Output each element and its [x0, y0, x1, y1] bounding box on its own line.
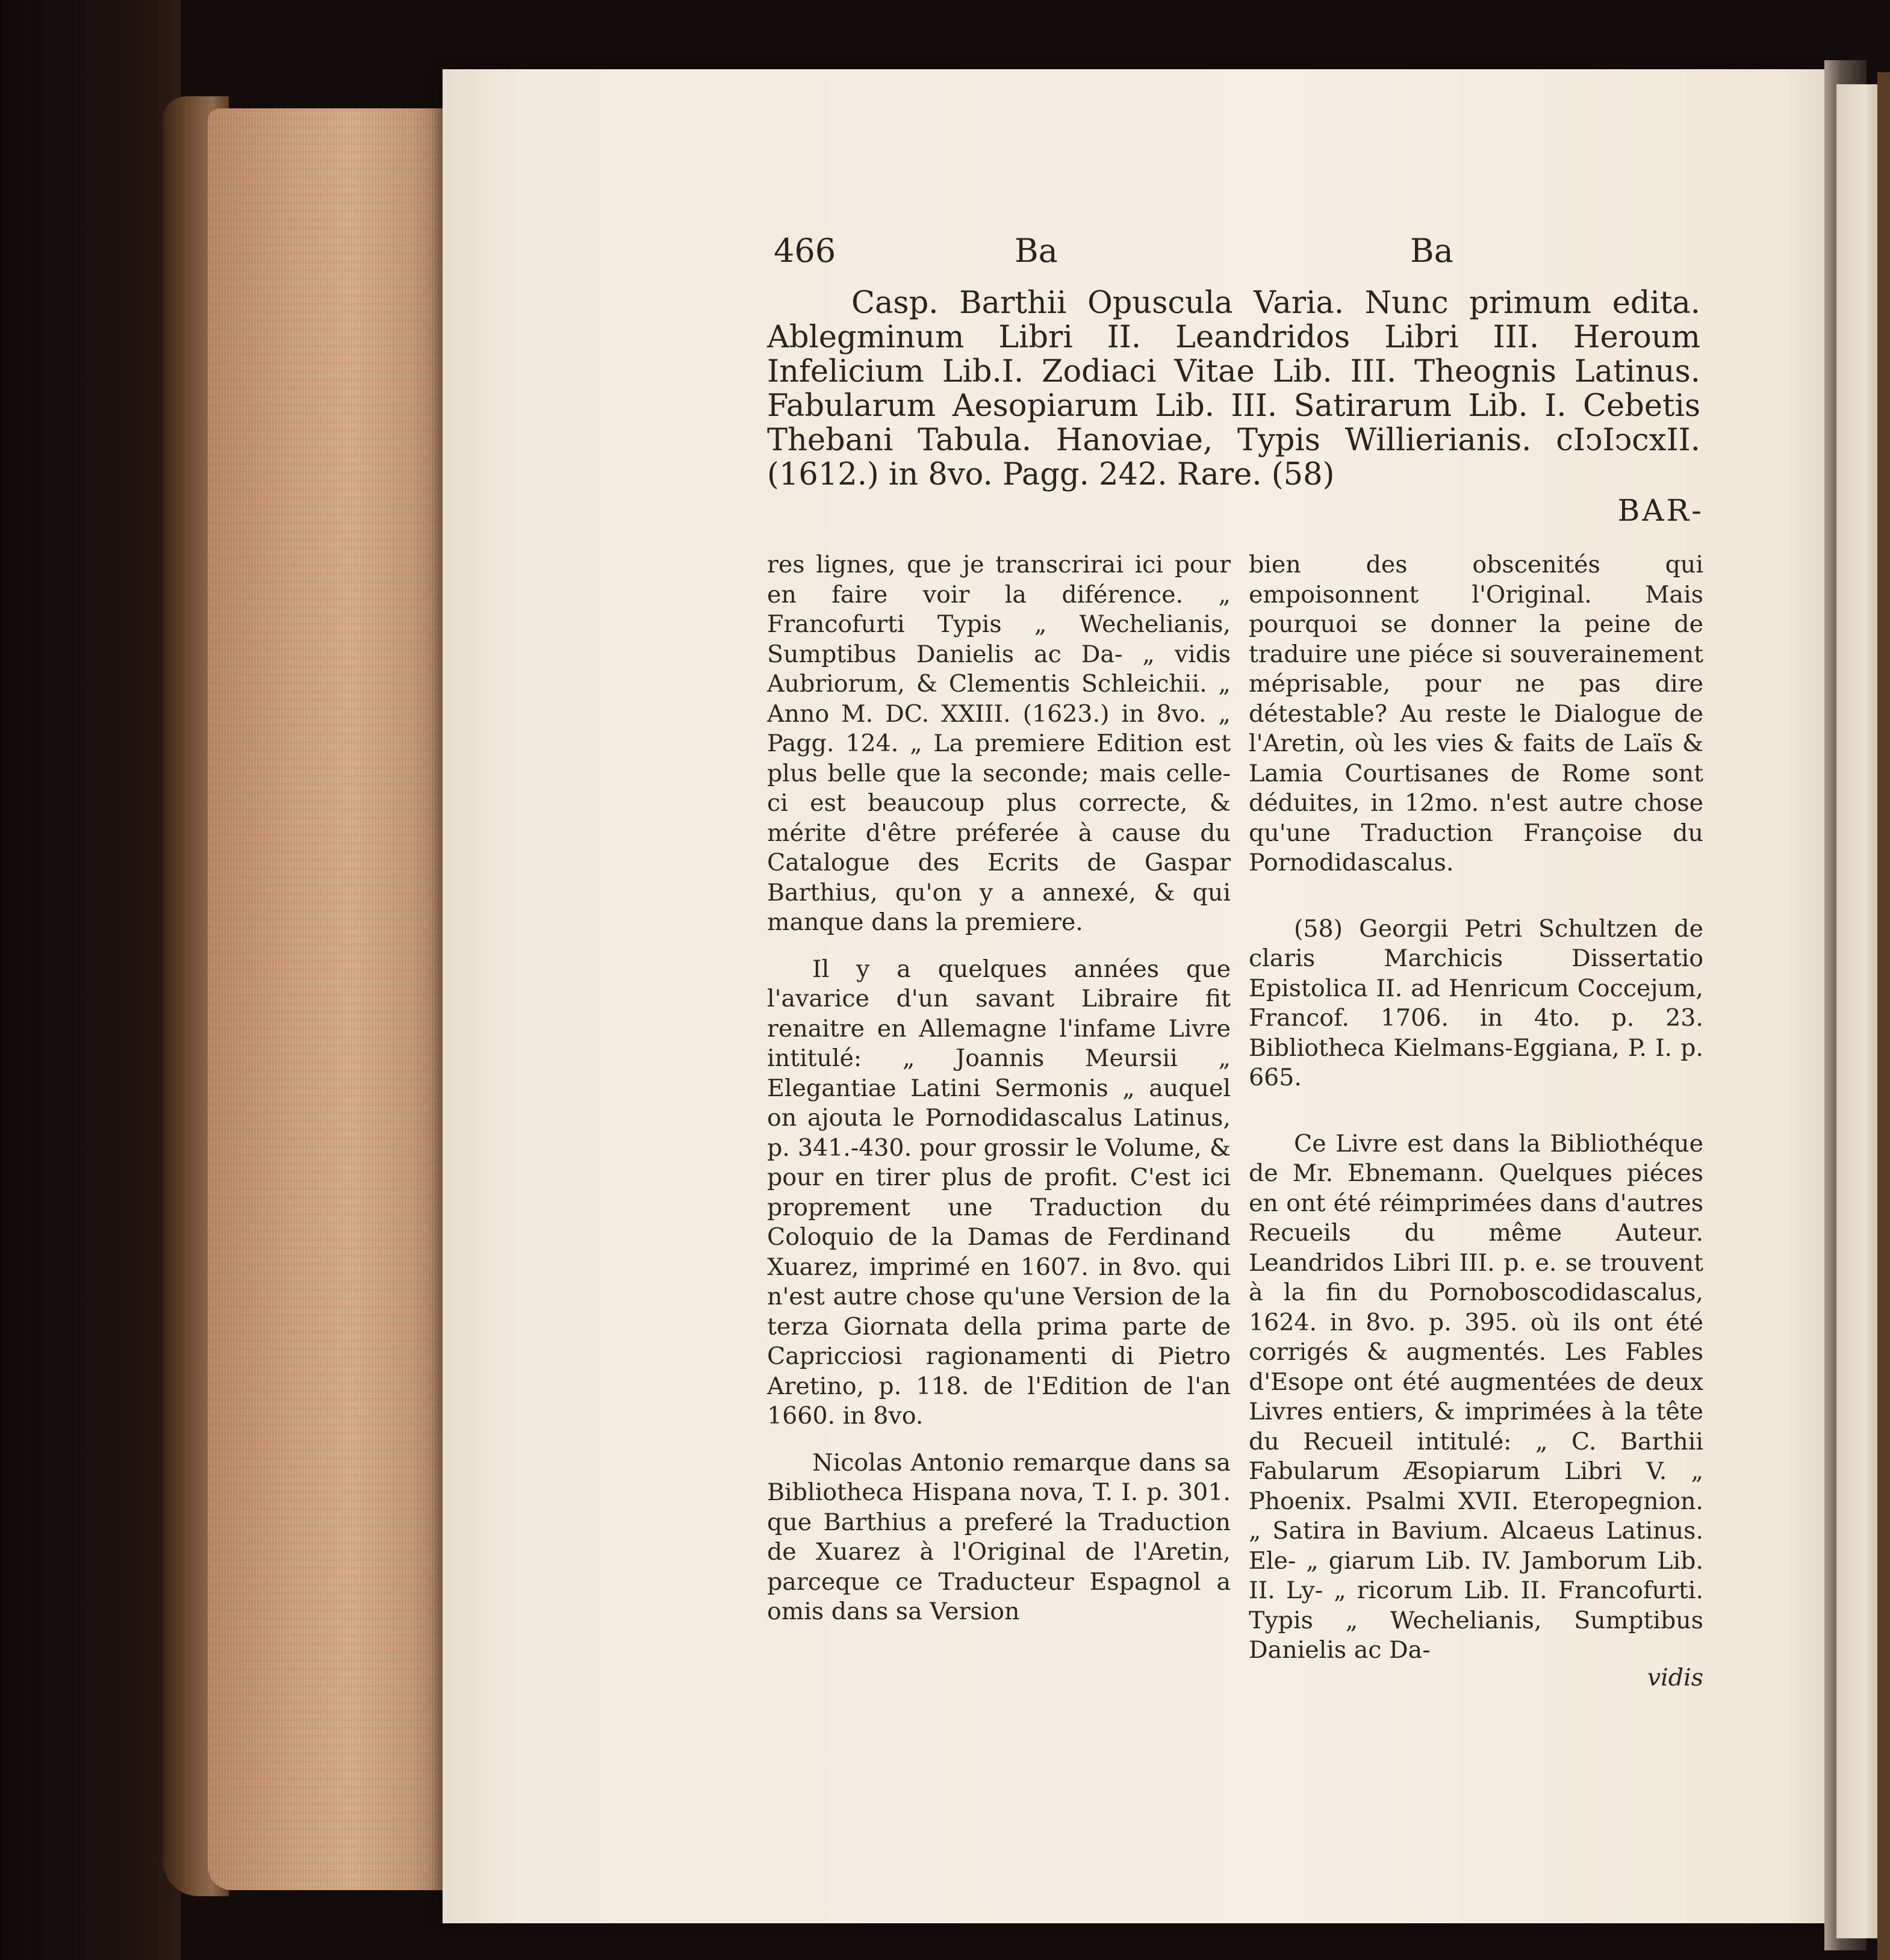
left-paragraph-2: Il y a quelques années que l'avarice d'un savant Libraire fit renaitre en Allemagne l'infame Livre intitulé: „ Joannis Meursii „ Elegantiae Latini Sermonis „ auquel on ajouta le Pornodidascalus Latinus, p. 341.-430. pour grossir le Volume, & pour en tirer plus de profit. C'est ici proprement une Traduction du Coloquio de la Damas de Ferdinand Xuarez, imprimé en 1607. in 8vo. qui n'est autre chose qu'une Version de la terza Giornata della prima parte de Capricciosi ragionamenti di Pietro Aretino, p. 118. de l'Edition de l'an 1660. in 8vo. — [767, 955, 1231, 1430]
left-column — [767, 550, 1231, 1644]
left-paragraph-3: Nicolas Antonio remarque dans sa Bibliotheca Hispana nova, T. I. p. 301. que Barthius a preferé la Traduction de Xuarez à l'Original de l'Aretin, parceque ce Traducteur Espagnol a omis dans sa Version — [767, 1448, 1231, 1625]
header-right: Ba — [1410, 232, 1453, 270]
catchword: BAR- — [1617, 493, 1704, 528]
entry-title-paragraph: Casp. Barthii Opuscula Varia. Nunc primum edita. Ablegminum Libri II. Leandridos Libri III. Heroum Infelicium Lib.I. Zodiaci Vitae Lib. III. Theognis Latinus. Fabularum Aesopiarum Lib. III. Satirarum Lib. I. Cebetis Thebani Tabula. Hanoviae, Typis Willierianis. cIↄIↄcxII. (1612.) in 8vo. Pagg. 242. Rare. (58) — [767, 285, 1700, 492]
catchword-bar — [741, 492, 1704, 537]
running-head — [741, 232, 1704, 286]
footnote-58: (58) Georgii Petri Schultzen de claris Marchicis Dissertatio Epistolica II. ad Henricum Coccejum, Francof. 1706. in 4to. p. 23. Bibliotheca Kielmans-Eggiana, P. I. p. 665. — [1249, 914, 1703, 1091]
page-edges — [208, 108, 449, 1890]
dark-background — [0, 0, 181, 1960]
page-content — [741, 232, 1704, 1692]
left-paragraph-1: res lignes, que je transcrirai ici pour en faire voir la diférence. „ Francofurti Typis „ Wechelianis, Sumptibus Danielis ac Da- „ vidis Aubriorum, & Clementis Schleichii. „ Anno M. DC. XXIII. (1623.) in 8vo. „ Pagg. 124. „ La premiere Edition est plus belle que la seconde; mais celle-ci est beaucoup plus correcte, & mérite d'être préferée à cause du Catalogue des Ecrits de Gaspar Barthius, qu'on y a annexé, & qui manque dans la premiere. — [767, 551, 1231, 936]
book-cover-right — [1877, 72, 1890, 1960]
header-left: Ba — [1015, 232, 1058, 270]
right-paragraph-3: Ce Livre est dans la Bibliothéque de Mr. Ebnemann. Quelques piéces en ont été réimprimées dans d'autres Recueils du même Auteur. Leandridos Libri III. p. e. se trouvent à la fin du Pornoboscodidascalus, 1624. in 8vo. p. 395. où ils ont été corrigés & augmentés. Les Fables d'Esope ont été augmentées de deux Livres entiers, & imprimées à la tête du Recueil intitulé: „ C. Barthii Fabularum Æsopiarum Libri V. „ Phoenix. Psalmi XVII. Eteropegnion. „ Satira in Bavium. Alcaeus Latinus. Ele- „ giarum Lib. IV. Jamborum Lib. II. Ly- „ ricorum Lib. II. Francofurti. Typis „ Wechelianis, Sumptibus Danielis ac Da- — [1249, 1129, 1703, 1664]
right-paragraph-1: bien des obscenités qui empoisonnent l'Original. Mais pourquoi se donner la peine de traduire une piéce si souverainement méprisable, pour ne pas dire détestable? Au reste le Dialogue de l'Aretin, où les vies & faits de Laïs & Lamia Courtisanes de Rome sont déduites, in 12mo. n'est autre chose qu'une Traduction Françoise du Pornodidascalus. — [1249, 551, 1703, 876]
right-column — [1249, 550, 1703, 1710]
column-catchword: vidis — [1647, 1663, 1703, 1692]
page-number: 466 — [774, 232, 836, 270]
